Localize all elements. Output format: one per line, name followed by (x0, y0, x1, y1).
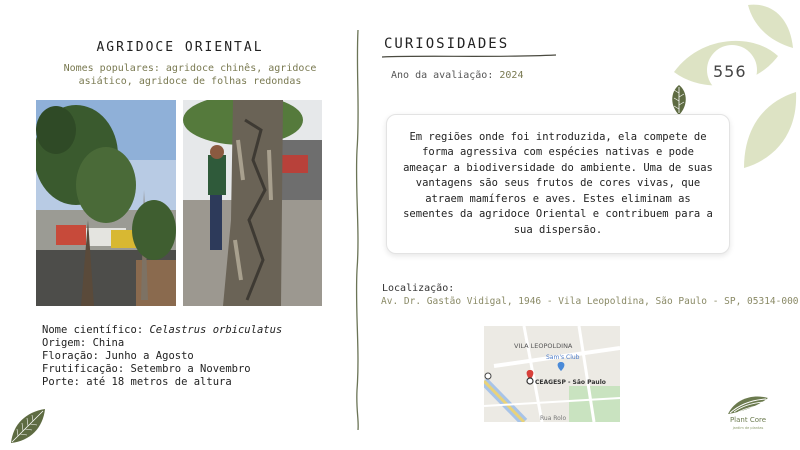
popular-names: Nomes populares: agridoce chinês, agridoce asiático, agridoce de folhas redondas (63, 63, 317, 87)
flowering-row (42, 350, 282, 363)
location-address: Av. Dr. Gastão Vidigal, 1946 - Vila Leopoldina, São Paulo - SP, 05314-000 (381, 296, 799, 307)
plant-core-logo (726, 392, 770, 416)
title-underline (380, 52, 560, 60)
scientific-name-row (42, 324, 282, 337)
location-label: Localização: (382, 283, 455, 294)
scientific-name-label: Nome científico: (42, 324, 144, 336)
year-label: Ano da avaliação: (391, 70, 494, 81)
fruiting-row (42, 363, 282, 376)
page-number: 556 (713, 62, 747, 81)
tree-trunk-photo (183, 100, 322, 306)
tree-photo-street (36, 100, 176, 306)
size-value: até 18 metros de altura (86, 376, 232, 388)
flowering-value: Junho a Agosto (105, 350, 194, 362)
curiosities-card (386, 114, 730, 254)
plant-title: AGRIDOCE ORIENTAL (96, 40, 264, 55)
curiosities-title: CURIOSIDADES (384, 36, 510, 52)
origin-label: Origem: (42, 337, 87, 349)
vertical-divider (352, 30, 364, 430)
brand-tagline: jardim de plantas (732, 426, 764, 430)
location-map (484, 326, 620, 422)
fruiting-value: Setembro a Novembro (130, 363, 251, 375)
leaf-icon (8, 406, 48, 446)
flowering-label: Floração: (42, 350, 99, 362)
origin-row (42, 337, 282, 350)
leaf-icon (668, 84, 690, 116)
plant-facts (42, 324, 282, 389)
fruiting-label: Frutificação: (42, 363, 125, 375)
curiosities-text: Em regiões onde foi introduzida, ela compete de forma agressiva com espécies nativas e pode ameaçar a biodiversidade do ambiente. Uma de suas vantagens são seus frutos de cores vivas, que atraem mamíferos e aves. Estes eliminam as sementes da agridoce Oriental e contribuem para a sua dispersão. (403, 130, 713, 236)
scientific-name-value: Celastrus orbiculatus (149, 324, 283, 336)
map-street-label: Rua Rolo (540, 415, 567, 422)
origin-value: China (92, 337, 125, 349)
year-value: 2024 (499, 70, 524, 81)
map-place-ceagesp: CEAGESP - São Paulo (535, 379, 606, 386)
brand-name: Plant Core (729, 416, 767, 424)
size-label: Porte: (42, 376, 80, 388)
map-place-sams-club: Sam's Club (546, 354, 580, 361)
map-district-label: VILA LEOPOLDINA (514, 342, 573, 350)
size-row (42, 376, 282, 389)
evaluation-year (391, 70, 523, 81)
